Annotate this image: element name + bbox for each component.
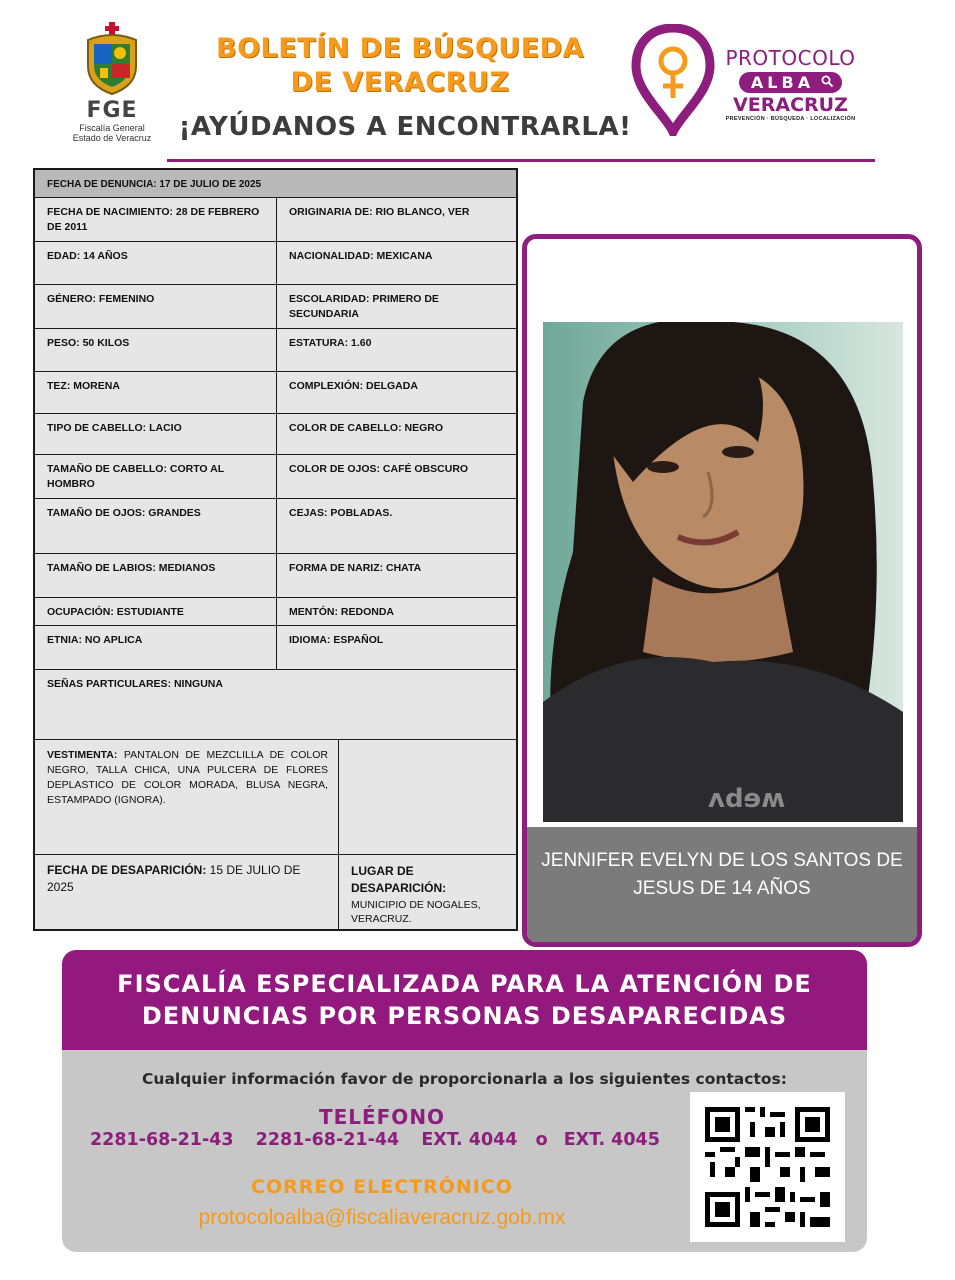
phone-1[interactable]: 2281-68-21-43 bbox=[90, 1130, 234, 1150]
alba-tagline: PREVENCIÓN · BÚSQUEDA · LOCALIZACIÓN bbox=[725, 116, 856, 122]
help-headline: ¡AYÚDANOS A ENCONTRARLA! bbox=[178, 112, 632, 142]
fge-subtitle-line2: Estado de Veracruz bbox=[72, 133, 152, 143]
senas-particulares: SEÑAS PARTICULARES: NINGUNA bbox=[47, 678, 223, 690]
extension-1: EXT. 4044 bbox=[421, 1130, 518, 1150]
tipo-cabello: TIPO DE CABELLO: LACIO bbox=[35, 414, 277, 454]
alba-word: ALBA bbox=[750, 73, 815, 92]
table-row bbox=[35, 626, 516, 670]
table-row bbox=[35, 198, 516, 242]
tez: TEZ: MORENA bbox=[35, 372, 277, 413]
bulletin-title-line1: BOLETÍN DE BÚSQUEDA bbox=[216, 33, 584, 64]
qr-code-icon bbox=[690, 1092, 845, 1242]
protocolo-alba-logo bbox=[630, 24, 870, 139]
vestimenta-label: VESTIMENTA: bbox=[47, 749, 118, 761]
magnifier-icon bbox=[821, 75, 834, 88]
alba-veracruz-text: VERACRUZ bbox=[733, 94, 848, 116]
extension-2: EXT. 4045 bbox=[563, 1130, 660, 1150]
ocupacion: OCUPACIÓN: ESTUDIANTE bbox=[35, 598, 277, 625]
nacionalidad: NACIONALIDAD: MEXICANA bbox=[289, 250, 433, 262]
forma-nariz: FORMA DE NARIZ: CHATA bbox=[289, 562, 422, 574]
table-row-senas bbox=[35, 670, 516, 740]
location-pin-female-icon bbox=[630, 24, 716, 136]
tamano-labios: TAMAÑO DE LABIOS: MEDIANOS bbox=[35, 554, 277, 597]
vestimenta-value: PANTALON DE MEZCLILLA DE COLOR NEGRO, TALLA CHICA, UNA PULCERA DE FLORES DEPLASTICO DE COLOR MORADA, BLUSA NEGRA, ESTAMPADO (IGNORA). bbox=[47, 749, 328, 806]
table-row bbox=[35, 372, 516, 414]
originaria: ORIGINARIA DE: RIO BLANCO, VER bbox=[289, 206, 470, 218]
missing-person-name: JENNIFER EVELYN DE LOS SANTOS DE JESUS DE 14 AÑOS bbox=[541, 850, 903, 899]
qr-code[interactable] bbox=[690, 1092, 845, 1242]
table-row bbox=[35, 499, 516, 554]
missing-person-card bbox=[522, 234, 922, 947]
fge-logo bbox=[62, 22, 162, 147]
color-cabello: COLOR DE CABELLO: NEGRO bbox=[289, 422, 443, 434]
estatura: ESTATURA: 1.60 bbox=[289, 337, 372, 349]
or-connector: o bbox=[535, 1130, 548, 1150]
lugar-desaparicion bbox=[339, 855, 516, 931]
table-row-fecha-denuncia bbox=[35, 170, 516, 198]
cejas: CEJAS: POBLADAS. bbox=[289, 507, 393, 519]
fge-logo-text: FGE bbox=[86, 98, 138, 123]
fecha-denuncia: FECHA DE DENUNCIA: 17 DE JULIO DE 2025 bbox=[47, 179, 262, 190]
edad: EDAD: 14 AÑOS bbox=[35, 242, 277, 284]
vestimenta bbox=[35, 740, 339, 854]
tamano-cabello: TAMAÑO DE CABELLO: CORTO AL HOMBRO bbox=[35, 455, 277, 498]
complexion: COMPLEXIÓN: DELGADA bbox=[289, 380, 418, 392]
fecha-desaparicion-value: 15 DE JULIO DE 2025 bbox=[47, 863, 301, 894]
fge-subtitle-line1: Fiscalía General bbox=[79, 123, 145, 133]
fecha-desaparicion-label: FECHA DE DESAPARICIÓN: bbox=[47, 863, 207, 877]
escolaridad: ESCOLARIDAD: PRIMERO DE SECUNDARIA bbox=[289, 293, 439, 320]
correo-label: CORREO ELECTRÓNICO bbox=[251, 1176, 513, 1198]
table-row bbox=[35, 554, 516, 598]
table-row bbox=[35, 598, 516, 626]
fecha-desaparicion bbox=[35, 855, 339, 931]
alba-pill bbox=[739, 72, 842, 93]
lugar-desaparicion-value: MUNICIPIO DE NOGALES, VERACRUZ. bbox=[351, 899, 481, 925]
color-ojos: COLOR DE OJOS: CAFÉ OBSCURO bbox=[289, 463, 469, 475]
lugar-desaparicion-label: LUGAR DE DESAPARICIÓN: bbox=[351, 864, 447, 895]
portrait-placeholder-icon bbox=[543, 322, 903, 822]
contact-intro: Cualquier información favor de proporcionarla a los siguientes contactos: bbox=[142, 1070, 787, 1088]
table-row bbox=[35, 455, 516, 499]
table-row bbox=[35, 329, 516, 372]
fecha-nacimiento: FECHA DE NACIMIENTO: 28 DE FEBRERO DE 2011 bbox=[35, 198, 277, 241]
tamano-ojos: TAMAÑO DE OJOS: GRANDES bbox=[35, 499, 277, 553]
phone-2[interactable]: 2281-68-21-44 bbox=[255, 1130, 400, 1150]
alba-protocolo-text: PROTOCOLO bbox=[725, 46, 856, 70]
svg-text:ʌdɘʍ: ʌdɘʍ bbox=[708, 784, 786, 814]
table-row bbox=[35, 242, 516, 285]
etnia: ETNIA: NO APLICA bbox=[35, 626, 277, 669]
bulletin-title bbox=[180, 32, 620, 100]
person-details-table bbox=[33, 168, 518, 931]
table-row bbox=[35, 414, 516, 455]
idioma: IDIOMA: ESPAÑOL bbox=[289, 634, 384, 646]
phone-numbers bbox=[90, 1130, 700, 1150]
table-row-desaparicion bbox=[35, 855, 516, 931]
missing-person-photo bbox=[543, 322, 903, 822]
fiscalia-banner bbox=[62, 950, 867, 1050]
fiscalia-banner-text: FISCALÍA ESPECIALIZADA PARA LA ATENCIÓN DE DENUNCIAS POR PERSONAS DESAPARECIDAS bbox=[117, 970, 812, 1030]
table-row-vestimenta bbox=[35, 740, 516, 855]
peso: PESO: 50 KILOS bbox=[35, 329, 277, 371]
vestimenta-empty-cell bbox=[339, 740, 516, 854]
bulletin-title-line2: DE VERACRUZ bbox=[290, 67, 510, 98]
email-link[interactable]: protocoloalba@fiscaliaveracruz.gob.mx bbox=[198, 1206, 566, 1229]
table-row bbox=[35, 285, 516, 329]
header-divider bbox=[167, 159, 875, 162]
telefono-label: TELÉFONO bbox=[318, 1105, 446, 1129]
name-band bbox=[527, 827, 917, 942]
menton: MENTÓN: REDONDA bbox=[289, 606, 394, 618]
veracruz-coat-of-arms-icon bbox=[80, 22, 144, 96]
genero: GÉNERO: FEMENINO bbox=[35, 285, 277, 328]
